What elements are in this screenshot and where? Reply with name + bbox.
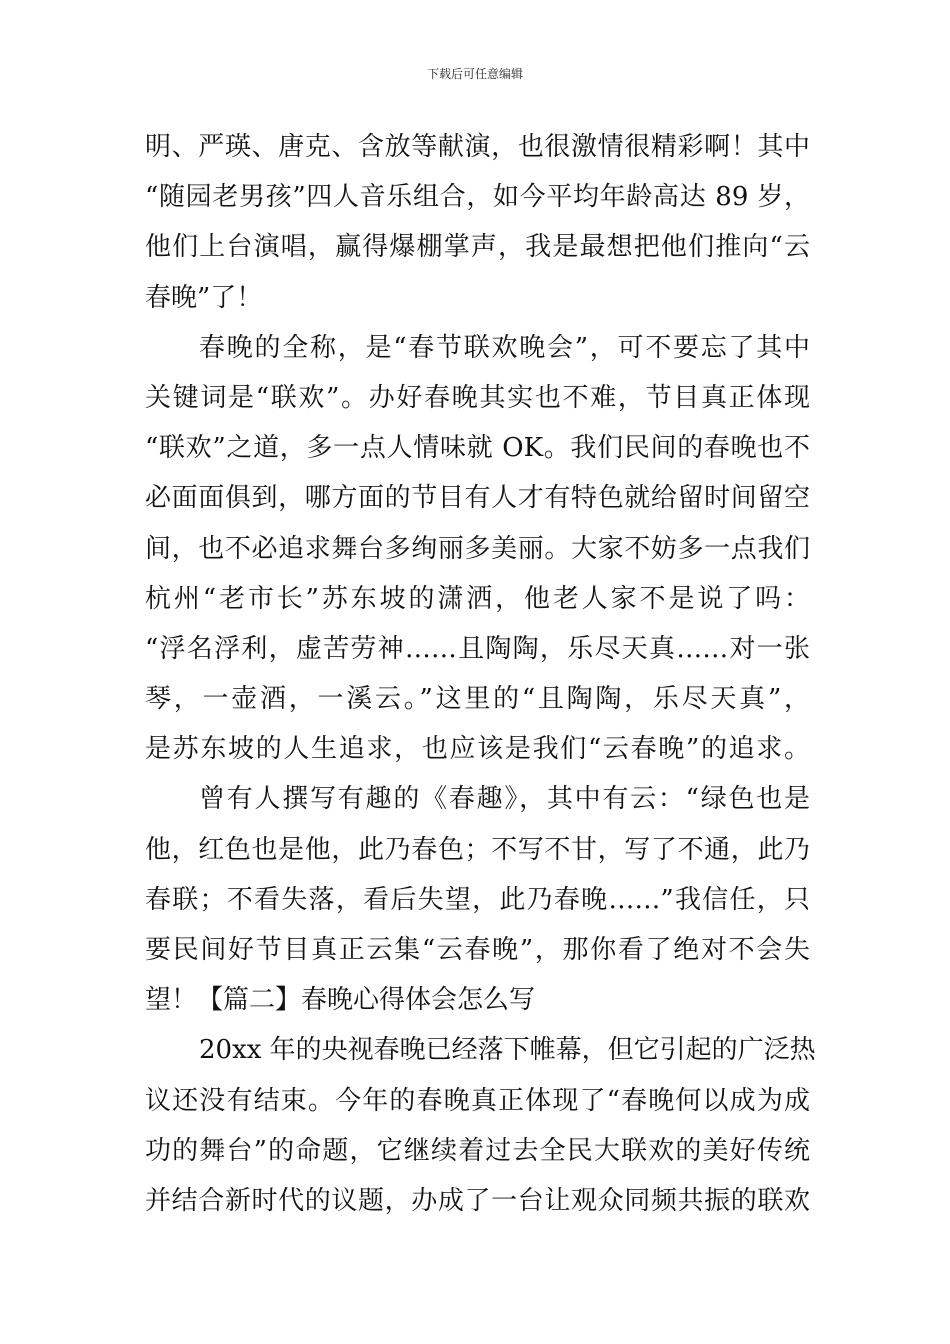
text-line: 要民间好节目真正云集“云春晚”，那你看了绝对不会失 — [145, 935, 810, 965]
text-line: 他，红色也是他，此乃春色；不写不甘，写了不通，此乃 — [145, 834, 810, 865]
text-line: 20xx 年的央视春晚已经落下帷幕，但它引起的广泛热 — [199, 1035, 816, 1066]
text-line: 春晚的全称，是“春节联欢晚会”，可不要忘了其中 — [199, 332, 810, 363]
text-line: “联欢”之道，多一点人情味就 OK。我们民间的春晚也不 — [145, 433, 810, 464]
text-line: “随园老男孩”四人音乐组合，如今平均年龄高达 89 岁， — [145, 182, 810, 213]
text-line: 春晚”了！ — [145, 282, 263, 313]
text-line: 是苏东坡的人生追求，也应该是我们“云春晚”的追求。 — [145, 734, 810, 765]
text-line: “浮名浮利，虚苦劳神……且陶陶，乐尽天真……对一张 — [145, 633, 810, 664]
text-line: 琴，一壶酒，一溪云。”这里的“且陶陶，乐尽天真”， — [145, 684, 810, 715]
text-line: 关键词是“联欢”。办好春晚其实也不难，节目真正体现 — [145, 382, 810, 413]
text-line: 春联；不看失落，看后失望，此乃春晚……”我信任，只 — [145, 884, 810, 915]
body-text — [145, 122, 816, 1226]
text-line: 并结合新时代的议题，办成了一台让观众同频共振的联欢 — [145, 1185, 810, 1216]
text-line: 望！【篇二】春晚心得体会怎么写 — [145, 985, 536, 1016]
page-header: 下载后可任意编辑 — [426, 67, 523, 81]
text-line: 议还没有结束。今年的春晚真正体现了“春晚何以成为成 — [145, 1085, 810, 1116]
text-line: 曾有人撰写有趣的《春趣》，其中有云：“绿色也是 — [199, 784, 810, 815]
text-line: 杭州“老市长”苏东坡的潇洒，他老人家不是说了吗： — [145, 583, 810, 614]
text-line: 他们上台演唱，赢得爆棚掌声，我是最想把他们推向“云 — [145, 232, 810, 263]
text-line: 明、严瑛、唐克、含放等献演，也很激情很精彩啊！其中 — [145, 132, 810, 162]
text-line: 必面面俱到，哪方面的节目有人才有特色就给留时间留空 — [145, 483, 810, 514]
text-line: 间，也不必追求舞台多绚丽多美丽。大家不妨多一点我们 — [145, 533, 810, 564]
text-line: 功的舞台”的命题，它继续着过去全民大联欢的美好传统 — [145, 1135, 810, 1166]
